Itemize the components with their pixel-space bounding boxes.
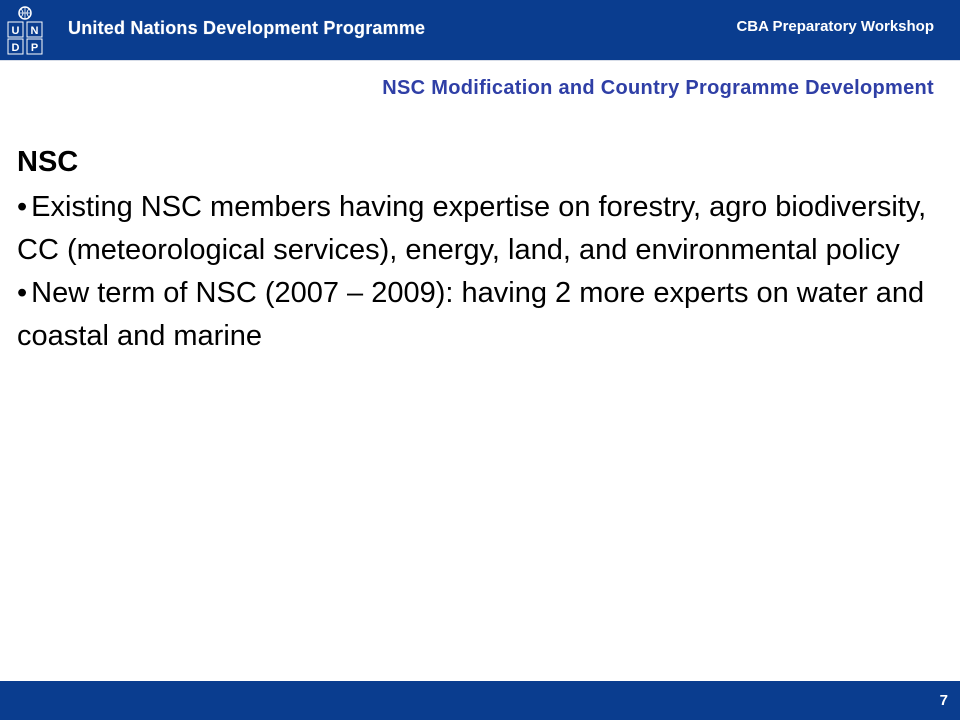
logo-letter-d: D: [11, 42, 20, 54]
undp-logo: [6, 4, 44, 56]
bullet-icon: •: [17, 277, 28, 309]
logo-letter-n: N: [30, 25, 39, 37]
header-bar: [0, 0, 960, 61]
workshop-title: CBA Preparatory Workshop: [736, 18, 934, 35]
slide-subtitle: NSC Modification and Country Programme Development: [382, 77, 934, 99]
bullet-item: [17, 186, 942, 272]
slide-heading: NSC: [17, 146, 79, 178]
bullet-icon: •: [17, 191, 28, 223]
logo-letter-u: U: [11, 25, 20, 37]
bullet-text: New term of NSC (2007 – 2009): having 2 more experts on water and coastal and marine: [17, 277, 925, 352]
bullet-text: Existing NSC members having expertise on forestry, agro biodiversity, CC (meteorological services), energy, land, and environmental policy: [17, 191, 927, 266]
bullet-item: [17, 272, 942, 358]
page-number: 7: [939, 692, 948, 709]
org-name: United Nations Development Programme: [68, 18, 426, 38]
footer-bar: [0, 681, 960, 720]
logo-letter-p: P: [30, 42, 39, 54]
slide-content: [17, 144, 942, 358]
